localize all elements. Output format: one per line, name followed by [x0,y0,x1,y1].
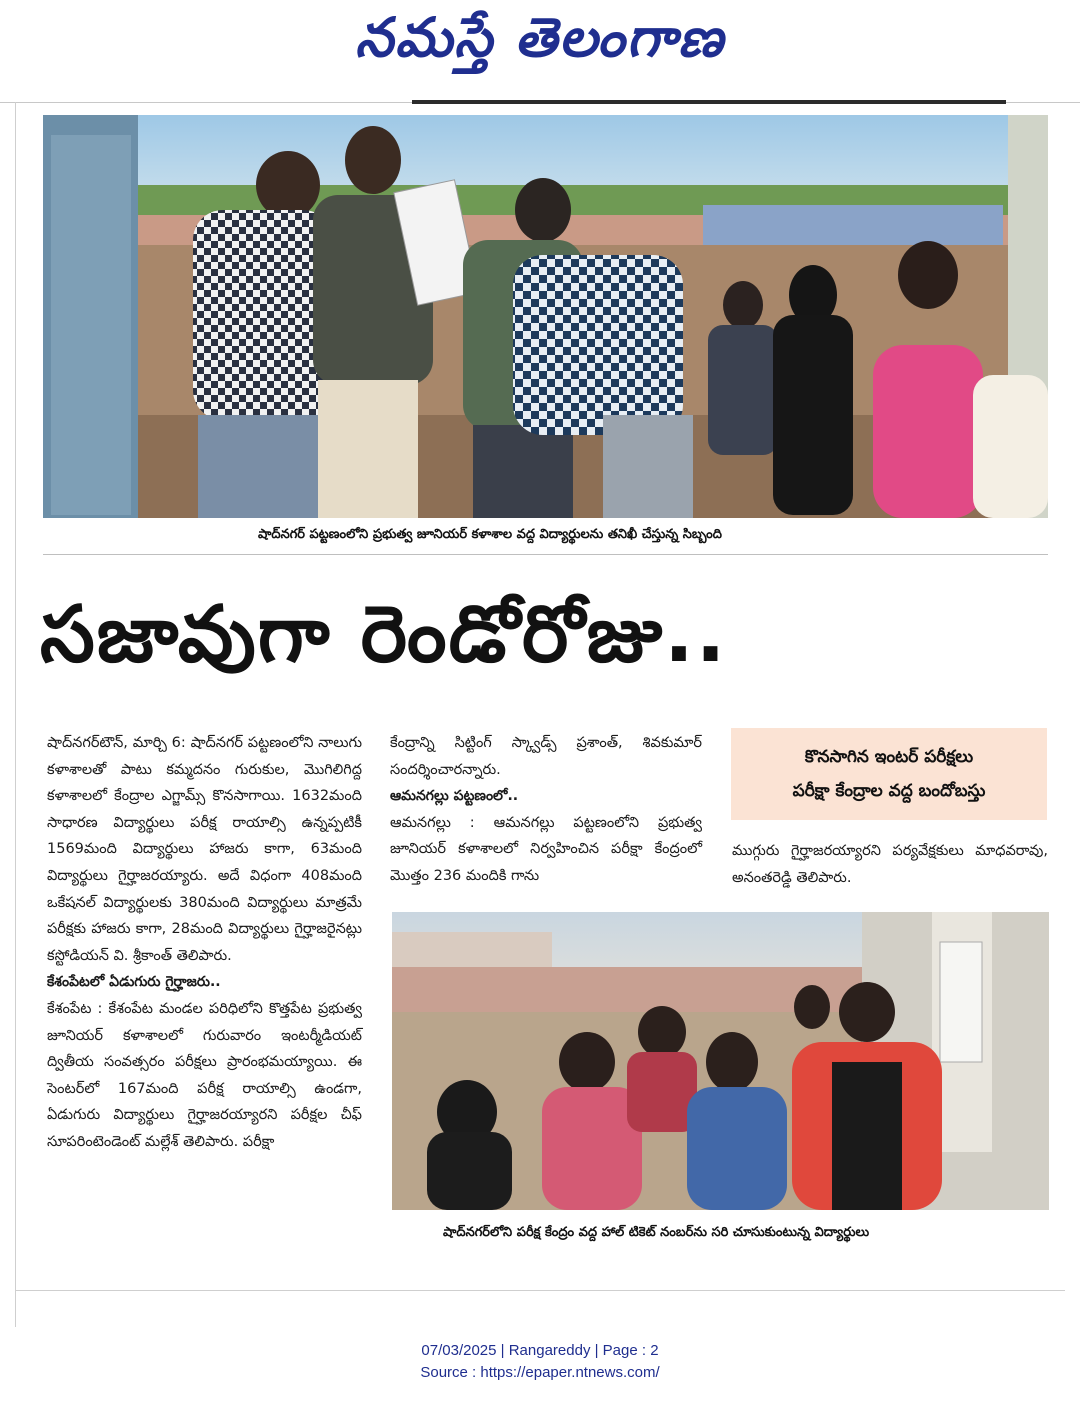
newspaper-logo: నమస్తే తెలంగాణ [355,5,725,69]
headline: సజావుగా రెండోరోజు.. [40,590,728,680]
source-link[interactable]: Source : https://epaper.ntnews.com/ [420,1364,660,1381]
masthead [0,0,1080,88]
article-subheading: కేశంపేటలో ఏడుగురు గైర్హాజరు.. [47,974,221,991]
deck-line: పరీక్షా కేంద్రాల వద్ద బందోబస్తు [792,781,986,801]
article-paragraph: కేంద్రాన్ని సిట్టింగ్ స్క్వాడ్స్ ప్రశాంత్, శివకుమార్ సందర్శించారన్నారు. [390,735,702,778]
divider [15,102,16,1327]
article-paragraph: షాద్‌నగర్‌టౌన్, మార్చి 6: షాద్‌నగర్ పట్టణంలోని నాలుగు కళాశాలతో పాటు కమ్మదనం గురుకుల, మొగిలిగిద్ద కళాశాలలో కేంద్రాల ఎగ్జామ్స్ కొనసాగాయి. 1632మంది సాధారణ విద్యార్థులు పరీక్ష రాయాల్సి ఉన్నప్పటికీ 1569మంది విద్యార్థులు హాజరు కాగా, 63మంది విద్యార్థులు గైర్హాజరయ్యారు. అదే విధంగా 408మంది ఒకేషనల్ విద్యార్థులకు 380మంది విద్యార్థులు మాత్రమే పరీక్షకు హాజరు కాగా, 28మంది విద్యార్థులు గైర్హాజరైనట్లు కస్టోడియన్ వి. శ్రీకాంత్ తెలిపారు. [47,735,362,964]
photo-caption: షాద్‌నగర్‌లోని పరీక్ష కేంద్రం వద్ద హాల్ టికెట్ నంబర్‌ను సరి చూసుకుంటున్న విద్యార్థులు [443,1225,870,1240]
news-photo-students-checking [43,115,1048,518]
article-column-2 [390,730,702,890]
article-column-3 [732,838,1048,891]
article-paragraph: ముగ్గురు గైర్హాజరయ్యారని పర్యవేక్షకులు మాధవరావు, అనంతరెడ్డి తెలిపారు. [732,843,1048,886]
divider [15,1290,1065,1291]
photo-caption: షాద్‌నగర్ పట్టణంలోని ప్రభుత్వ జూనియర్ కళాశాల వద్ద విద్యార్థులను తనిఖీ చేస్తున్న సిబ్బంది [258,527,722,542]
divider [43,554,1048,555]
deck-line: కొనసాగిన ఇంటర్ పరీక్షలు [804,747,974,767]
article-paragraph: కేశంపేట : కేశంపేట మండల పరిధిలోని కొత్తపేట ప్రభుత్వ జూనియర్ కళాశాలలో గురువారం ఇంటర్మీడియట్ ద్వితీయ సంవత్సరం పరీక్షలు ప్రారంభమయ్యాయి. ఈ సెంటర్‌లో 167మంది పరీక్ష రాయాల్సి ఉండగా, ఏడుగురు విద్యార్థులు గైర్హాజరయ్యారని పరీక్షల చీఫ్ సూపరింటెండెంట్ మల్లేశ్ తెలిపారు. పరీక్షా [47,1000,362,1150]
article-column-1 [47,730,362,1156]
article-paragraph: ఆమనగల్లు : ఆమనగల్లు పట్టణంలోని ప్రభుత్వ జూనియర్ కళాశాలలో నిర్వహించిన పరీక్షా కేంద్రంలో మొత్తం 236 మందికి గాను [390,814,702,884]
news-photo-hall-ticket-check [392,912,1049,1210]
footer [0,1340,1080,1384]
edition-info: 07/03/2025 | Rangareddy | Page : 2 [421,1342,659,1359]
article-subheading: ఆమనగల్లు పట్టణంలో.. [390,788,519,805]
deck-box [731,728,1047,820]
divider [412,100,1006,104]
